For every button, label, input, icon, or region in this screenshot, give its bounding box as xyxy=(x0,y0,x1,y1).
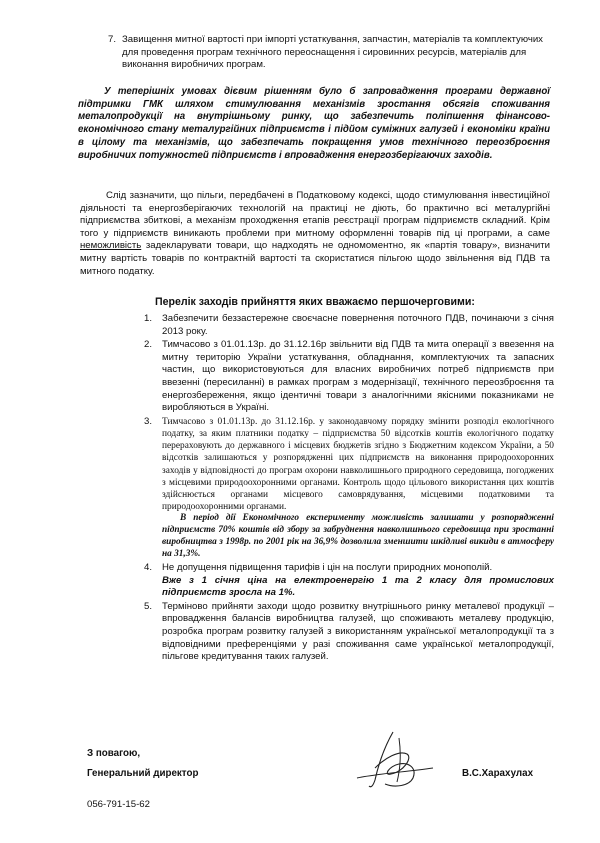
measure-item-2 xyxy=(144,339,554,415)
measure-item-1 xyxy=(144,313,554,338)
list-number: 2. xyxy=(144,339,153,351)
emphasis-paragraph: У теперішніх умовах дієвим рішенням було б запровадження програми державної підтримки ГМК шляхом стимулювання механізмів зростання обсягів споживання металопродукції на внутрішньому ринку, що забезпечить поліпшення фінансово-економічного стану металургійних підприємств і підйом суміжних галузей і економіки країни в цілому та механізмів, що забезпечать покращення умов технічного переозброєння виробничих потужностей підприємств і впровадження енергозберігаючих заходів. xyxy=(78,86,550,161)
list-item-text: Завищення митної вартості при імпорті устаткування, запчастин, матеріалів та комплектуючих для проведення програм технічного переоснащення і сировинних ресурсів, матеріалів для виконання виробничих програм. xyxy=(122,34,543,71)
body-paragraph xyxy=(80,190,550,278)
paragraph-text-2: задекларувати товари, що надходять не одномоментно, як «партія товару», визначити митну вартість товарів по контрактній вартості та скористатися пільгою щодо звільнення від ПДВ та митного податку. xyxy=(80,240,550,277)
measure-item-5 xyxy=(144,601,554,664)
measures-list xyxy=(144,313,554,665)
measure-bold-text: Вже з 1 січня ціна на електроенергію 1 та 2 класу для промислових підприємств зросла на 1%. xyxy=(162,574,554,599)
closing-text: З повагою, xyxy=(87,748,141,759)
underlined-word: неможливість xyxy=(80,240,142,252)
list-number: 1. xyxy=(144,313,153,324)
measure-text: Не допущення підвищення тарифів і цін на послуги природних монополій. xyxy=(162,562,493,573)
measure-text: Тимчасово з 01.01.13р. до 31.12.16р звільнити від ПДВ та мита операції з ввезення на митну територію України устаткування, обладнання, комплектуючих та запасних частин, що використовуються для власних виробничих потреб підприємств при ввезенні (пересиланні) в рамках програм з модернізації, технічного переозброєння та енергозбереження, якщо ідентичні товари з аналогічними якісними показниками не виробляються в Україні. xyxy=(162,339,554,414)
measure-text: Тимчасово з 01.01.13р. до 31.12.16р. у законодавчому порядку змінити розподіл екологічного податку, за яким платники податку – підприємства 50 відсотків коштів екологічного податку перераховують до державного і місцевих бюджетів згідно з Бюджетним кодексом України, а 50 відсотків залишаються у розпорядженні цих підприємств на виконання природоохоронних заходів у відповідності до програм охорони навколишнього природного середовища, погоджених з місцевими природоохоронними органами. Контроль щодо цільового використання цих коштів здійснюється органами місцевого самоврядування, місцевими податковими та природоохоронними органами. xyxy=(162,416,554,513)
signer-name: В.С.Харахулах xyxy=(462,768,534,779)
signer-position: Генеральний директор xyxy=(87,768,199,779)
list-number: 4. xyxy=(144,562,153,573)
list-number: 7. xyxy=(108,34,117,45)
measure-text: Забезпечити беззастережне своєчасне повернення поточного ПДВ, починаючи з січня 2013 року. xyxy=(162,313,554,337)
list-item-7 xyxy=(108,34,548,72)
measure-item-4 xyxy=(144,562,554,600)
handwritten-signature xyxy=(355,728,435,792)
measure-item-3 xyxy=(144,416,554,561)
list-number: 3. xyxy=(144,415,153,427)
list-number: 5. xyxy=(144,600,153,612)
paragraph-text-1: Слід зазначити, що пільги, передбачені в Податковому кодексі, щодо стимулювання інвестиційної діяльності та енергозберігаючих технологій на практиці не діють, бо практично всі металургійні підприємства збиткові, а механізм проходження етапів реєстрації програм підприємств складний. Крім того у підприємств виникають проблеми при митному оформленні товарів під ці програми, а саме xyxy=(80,190,550,239)
measure-note: В період дії Економічного експерименту можливість залишати у розпорядженні підприємств 70% коштів від збору за забруднення навколишнього середовища при зростанні виробництва з 1998р. по 2001 рік на 36,9% дозволила зменшити шкідливі викиди в атмосферу на 31,3%. xyxy=(162,513,554,560)
measures-heading: Перелік заходів прийняття яких вважаємо першочерговими: xyxy=(155,296,475,308)
measure-text: Терміново прийняти заходи щодо розвитку внутрішнього ринку металевої продукції – впровадження балансів виробництва галузей, що споживають металеву продукцію, розробка програм розвитку галузей з використанням української металопродукції та з відповідними преференціями у разі споживання саме української металопродукції, пільгове кредитування таких галузей. xyxy=(162,600,554,663)
phone-number: 056-791-15-62 xyxy=(87,799,150,810)
